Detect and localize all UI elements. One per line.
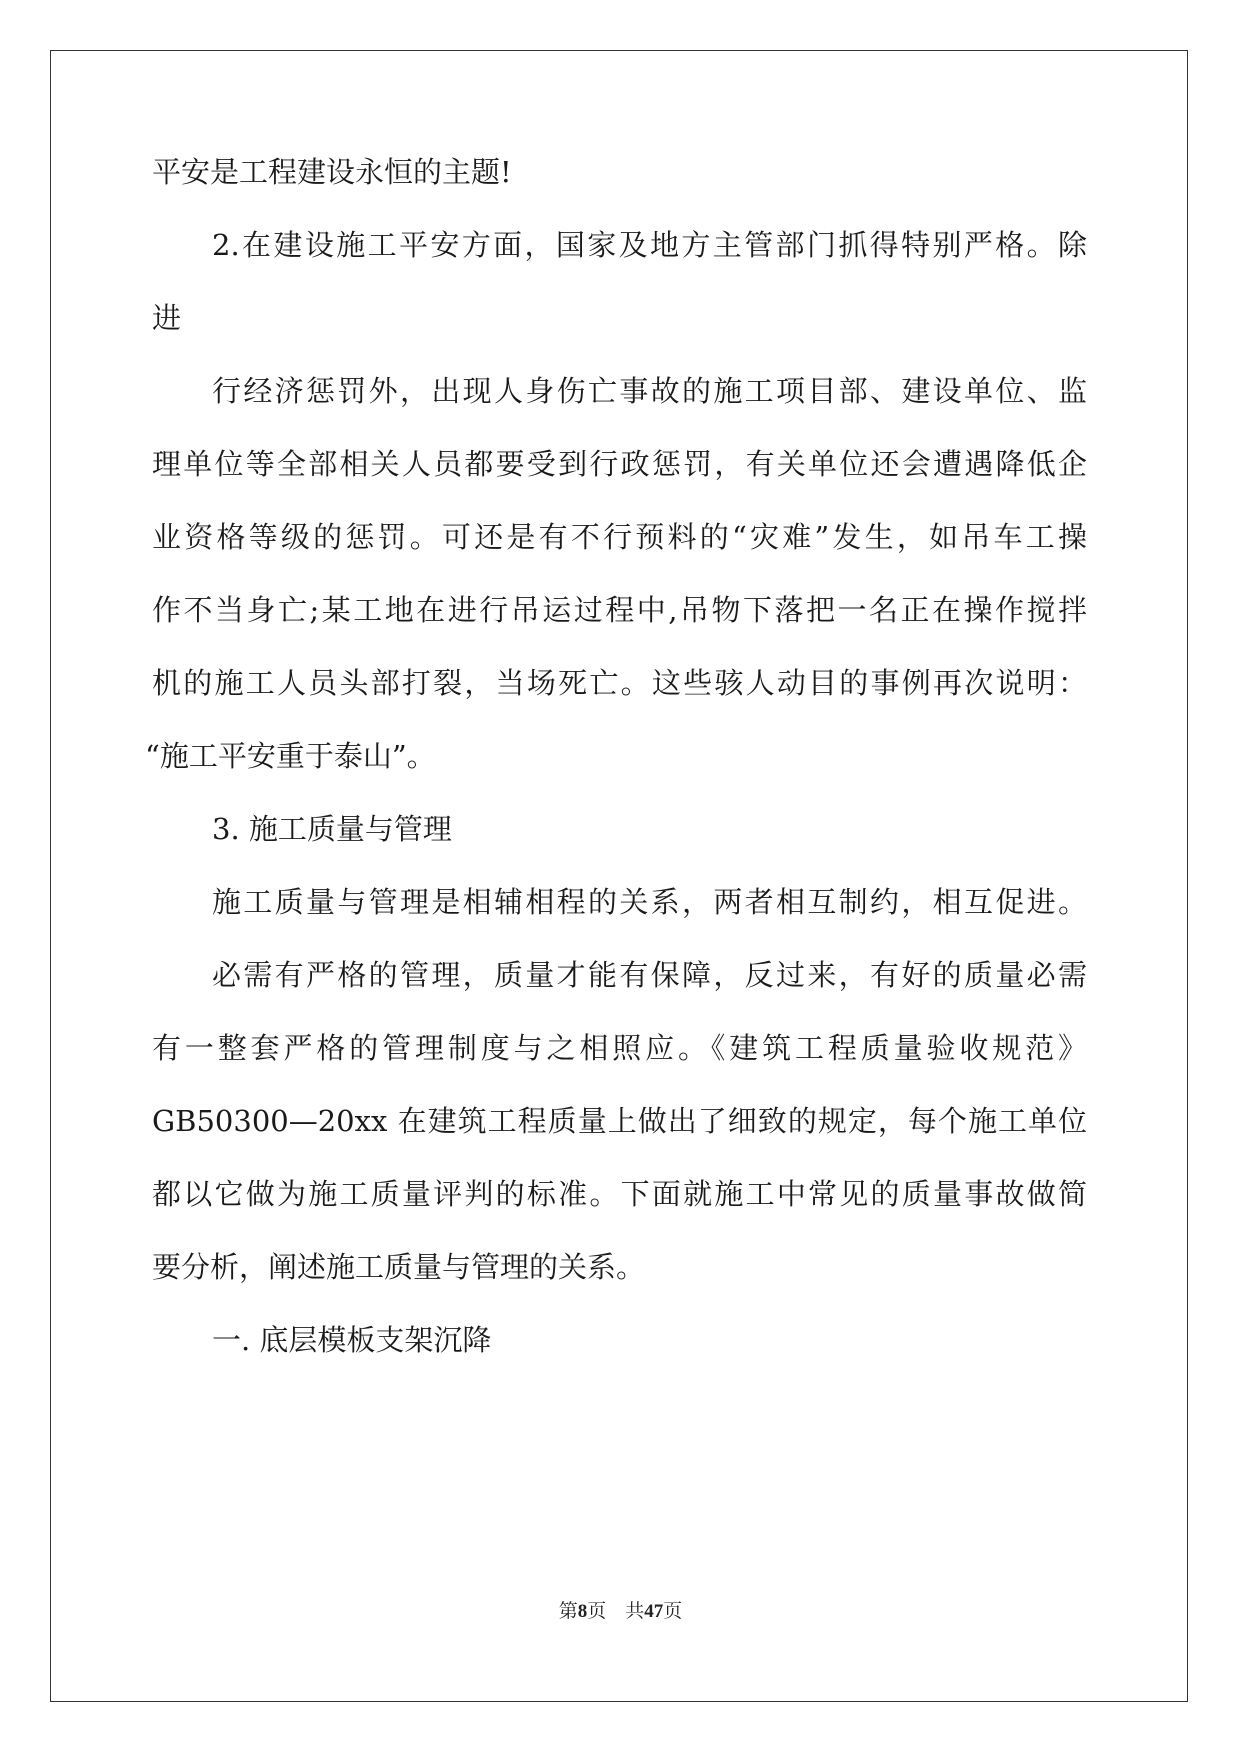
footer-middle: 页 共 (587, 1601, 645, 1622)
text-line: “施工平安重于泰山”。 (145, 739, 436, 773)
text-line: 理单位等全部相关人员都要受到行政惩罚，有关单位还会遭遇降低企 (152, 447, 1087, 481)
current-page-number: 8 (577, 1601, 588, 1622)
text-line: 行经济惩罚外，出现人身伤亡事故的施工项目部、建设单位、监 (212, 374, 1087, 408)
text-line: 2.在建设施工平安方面，国家及地方主管部门抓得特别严格。除 (212, 228, 1087, 262)
text-line: 要分析，阐述施工质量与管理的关系。 (152, 1250, 646, 1284)
section-heading: 一. 底层模板支架沉降 (212, 1323, 492, 1357)
total-page-count: 47 (644, 1601, 664, 1622)
text-line: 进 (152, 301, 182, 335)
text-line: 必需有严格的管理，质量才能有保障，反过来，有好的质量必需 (212, 958, 1087, 992)
text-line: GB50300—20xx 在建筑工程质量上做出了细致的规定，每个施工单位 (152, 1104, 1087, 1138)
text-line: 作不当身亡;某工地在进行吊运过程中,吊物下落把一名正在操作搅拌 (152, 593, 1087, 627)
page-footer (0, 1600, 1241, 1624)
text-line: 业资格等级的惩罚。可还是有不行预料的“灾难”发生，如吊车工操 (152, 520, 1087, 554)
text-line: 机的施工人员头部打裂，当场死亡。这些骇人动目的事例再次说明： (152, 666, 1087, 700)
text-line: 有一整套严格的管理制度与之相照应。《建筑工程质量验收规范》 (152, 1031, 1087, 1065)
text-line: 平安是工程建设永恒的主题! (152, 155, 512, 189)
text-line: 都以它做为施工质量评判的标准。下面就施工中常见的质量事故做简 (152, 1177, 1087, 1211)
section-heading: 3. 施工质量与管理 (212, 812, 452, 846)
text-line: 施工质量与管理是相辅相程的关系，两者相互制约，相互促进。 (212, 885, 1087, 919)
footer-suffix: 页 (663, 1601, 683, 1622)
footer-prefix: 第 (558, 1601, 578, 1622)
